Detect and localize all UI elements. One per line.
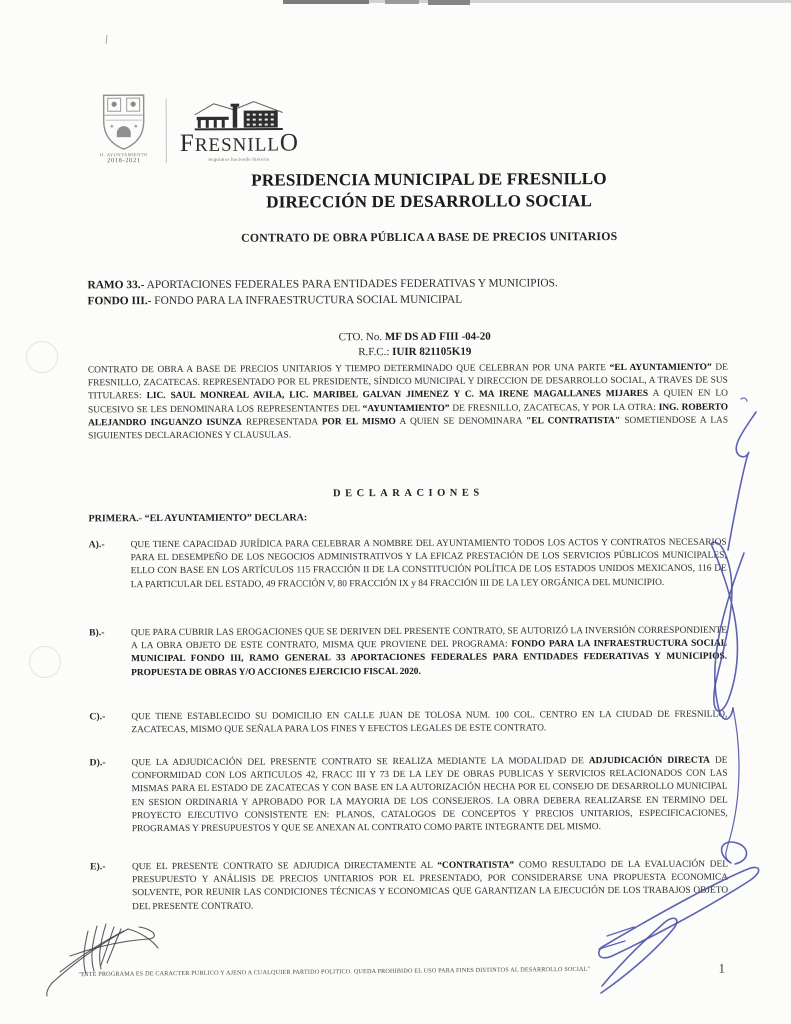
item-text-e: QUE EL PRESENTE CONTRATO SE ADJUDICA DIRECTAMENTE AL “CONTRATISTA” COMO RESULTADO DE LA EVALUACIÓN DEL PRESUPUESTO Y ANÁLISIS DE PRECIOS UNITARIOS POR EL PRESENTADO, POR CONSIDERARSE UNA PROPUESTA ECONOMICA SOLVENTE, POR REUNIR LAS CONDICIONES TÉCNICAS Y ECONOMICAS QUE GARANTIZAN LA EJECUCIÓN DE LOS TRABAJOS OBJETO DEL PRESENTE CONTRATO. bbox=[131, 859, 729, 912]
shield-years: 2018-2021 bbox=[107, 157, 141, 165]
logo-divider bbox=[166, 99, 167, 163]
item-text-a: QUE TIENE CAPACIDAD JURÍDICA PARA CELEBRAR A NOMBRE DEL AYUNTAMIENTO TODOS LOS ACTOS Y CONTRATOS NECESARIOS PARA EL DESEMPEÑO DE LOS NEGOCIOS ADMINISTRATIVOS Y LA EFICAZ PRESTACIÓN DE LOS SERVICIOS PÚBLICOS MUNICIPALES, ELLO CON BASE EN LOS ARTÍCULOS 115 FRACCIÓN II DE LA CONSTITUCIÓN POLÍTICA DE LOS ESTADOS UNIDOS MEXICANOS, 116 DE LA PARTICULAR DEL ESTADO, 49 FRACCIÓN V, 80 FRACCIÓN IX y 84 FRACCIÓN III DE LA LEY ORGÁNICA DEL MUNICIPIO. bbox=[130, 537, 727, 590]
item-label-c: C).- bbox=[89, 711, 106, 723]
hole-punch-top bbox=[26, 341, 58, 373]
declaration-item-e bbox=[90, 859, 730, 915]
contract-subtitle: CONTRATO DE OBRA PÚBLICA A BASE DE PRECIOS UNITARIOS bbox=[241, 229, 618, 245]
item-label-a: A).- bbox=[88, 539, 105, 551]
shield-logo bbox=[95, 93, 153, 164]
declaration-item-d bbox=[90, 755, 730, 837]
item-text-d: QUE LA ADJUDICACIÓN DEL PRESENTE CONTRATO SE REALIZA MEDIANTE LA MODALIDAD DE ADJUDICACIÓN DIRECTA DE CONFORMIDAD CON LOS ARTICULOS 42, FRACC III Y 73 DE LA LEY DE OBRAS PUBLICAS Y SERVICIOS RELACIONADOS CON LAS MISMAS PARA EL ESTADO DE ZACATECAS Y CON BASE EN LA AUTORIZACIÓN HECHA POR EL CONSEJO DE DESARROLLO MUNICIPAL EN SESION ORDINARIA Y APROBADO POR LA MAYORIA DE LOS CONSEJEROS. LA OBRA DEBERA REALIZARSE EN TERMINO DEL PROYECTO EJECUTIVO CONSISTENTE EN: PLANOS, CATALOGOS DE CONCEPTOS Y PRECIOS UNITARIOS, ESPECIFICACIONES, PROGRAMAS Y PRESUPUESTOS Y QUE SE ANEXAN AL CONTRATO COMO PARTE INTEGRANTE DEL MISMO. bbox=[131, 755, 728, 835]
building-skyline-icon bbox=[192, 99, 286, 131]
page-title bbox=[69, 167, 789, 213]
hole-punch-bottom bbox=[29, 646, 61, 678]
intro-paragraph: CONTRATO DE OBRA A BASE DE PRECIOS UNITARIOS Y TIEMPO DETERMINADO QUE CELEBRAN POR UNA PARTE “EL AYUNTAMIENTO” DE FRESNILLO, ZACATECAS. REPRESENTADO POR EL PRESIDENTE, SÍNDICO MUNICIPAL Y DIRECCION DE DESARROLLO SOCIAL, A TRAVES DE SUS TITULARES: LIC. SAUL MONREAL AVILA, LIC. MARIBEL GALVAN JIMENEZ Y C. MA IRENE MAGALLANES MIJARES A QUIEN EN LO SUCESIVO SE LES DENOMINARA LOS REPRESENTANTES DEL “AYUNTAMIENTO” DE FRESNILLO, ZACATECAS, Y POR LA OTRA: ING. ROBERTO ALEJANDRO INGUANZO ISUNZA REPRESENTADA POR EL MISMO A QUIEN SE DENOMINARA "EL CONTRATISTA" SOMETIENDOSE A LAS SIGUIENTES DECLARACIONES Y CLAUSULAS. bbox=[87, 362, 729, 442]
item-text-b: QUE PARA CUBRIR LAS EROGACIONES QUE SE DERIVEN DEL PRESENTE CONTRATO, SE AUTORIZÓ LA INVERSIÓN CORRESPONDIENTE A LA OBRA OBJETO DE ESTE CONTRATO, MISMA QUE PROVIENE DEL PROGRAMA: FONDO PARA LA INFRAESTRUCTURA SOCIAL MUNICIPAL FONDO III, RAMO GENERAL 33 APORTACIONES FEDERALES PARA ENTIDADES FEDERATIVAS Y MUNICIPIOS. PROPUESTA DE OBRAS Y/O ACCIONES EJERCICIO FISCAL 2020. bbox=[130, 625, 728, 678]
municipal-shield-icon bbox=[100, 93, 148, 151]
title-line-1: PRESIDENCIA MUNICIPAL DE FRESNILLO bbox=[251, 169, 607, 190]
page-number: 1 bbox=[718, 960, 725, 976]
program-line-fondo: FONDO III.- FONDO PARA LA INFRAESTRUCTURA SOCIAL MUNICIPAL bbox=[87, 293, 463, 308]
declaration-item-a bbox=[89, 537, 729, 593]
item-label-d: D).- bbox=[89, 757, 106, 769]
fresnillo-logo bbox=[180, 99, 298, 162]
primera-heading: PRIMERA.- “EL AYUNTAMIENTO” DECLARA: bbox=[88, 512, 308, 525]
shield-caption: H. AYUNTAMIENTO bbox=[99, 152, 148, 158]
program-line-ramo: RAMO 33.- APORTACIONES FEDERALES PARA ENTIDADES FEDERATIVAS Y MUNICIPIOS. bbox=[87, 277, 558, 292]
title-line-2: DIRECCIÓN DE DESARROLLO SOCIAL bbox=[266, 190, 593, 212]
declarations-heading: DECLARACIONES bbox=[332, 487, 484, 500]
declaration-item-b bbox=[89, 625, 729, 681]
item-label-b: B).- bbox=[88, 627, 105, 639]
program-heading bbox=[87, 275, 735, 310]
fresnillo-tagline: Seguimos haciendo historia bbox=[208, 156, 270, 162]
rfc-number: R.F.C.: IUIR 821105K19 bbox=[358, 345, 472, 358]
fresnillo-wordmark: FRESNILLO bbox=[179, 129, 300, 157]
contract-number: CTO. No. MF DS AD FIII -04-20 bbox=[338, 330, 491, 344]
item-label-e: E).- bbox=[89, 861, 106, 873]
footer-note: "ESTE PROGRAMA ES DE CARACTER PUBLICO Y AJENO A CUALQUIER PARTIDO POLITICO. QUEDA PROHIBIDO EL USO PARA FINES DISTINTOS AL DESARROLLO SOCIAL" bbox=[78, 965, 591, 979]
item-text-c: QUE TIENE ESTABLECIDO SU DOMICILIO EN CALLE JUAN DE TOLOSA NUM. 100 COL. CENTRO EN LA CIUDAD DE FRESNILLO, ZACATECAS, MISMO QUE SEÑALA PARA LOS FINES Y EFECTOS LEGALES DE ESTE CONTRATO. bbox=[131, 709, 728, 736]
contract-reference bbox=[60, 328, 770, 360]
declaration-item-c bbox=[89, 709, 729, 738]
